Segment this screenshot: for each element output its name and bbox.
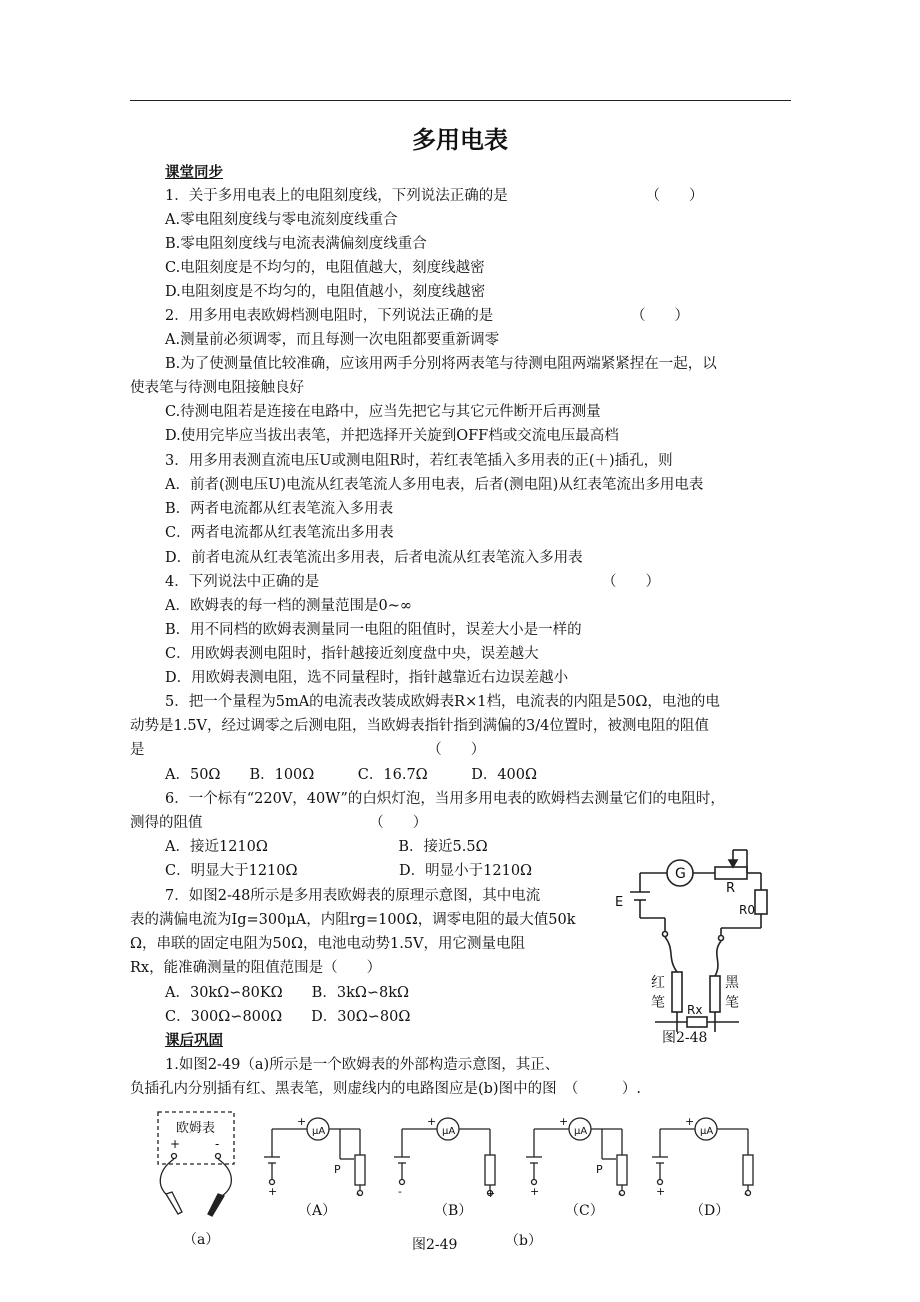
resistor-rx-label: Rx [687, 1003, 703, 1017]
black-pen-label-1: 黑 [725, 975, 739, 991]
question-4: 4．下列说法中正确的是 （ ） [165, 574, 660, 590]
homework-question-1: 1.如图2-49（a)所示是一个欧姆表的外部构造示意图，其正、 [165, 1057, 560, 1073]
option-text: C.电阻刻度是不均匀的，电阻值越大，刻度线越密 [165, 260, 485, 276]
plus-sign: + [685, 1115, 695, 1128]
option-text-continued: 使表笔与待测电阻接触良好 [130, 380, 304, 396]
option-text: A．欧姆表的每一档的测量范围是0~∞ [165, 598, 412, 614]
option-text: A．前者(测电压U)电流从红表笔流人多用电表，后者(测电阻)从红表笔流出多用电表 [165, 477, 704, 493]
question-text-continued: Rx，能准确测量的阻值范围是（ ） [130, 960, 382, 976]
option-a-label: （A） [298, 1203, 337, 1219]
terminal-sign: + [486, 1187, 496, 1198]
option-text: B.为了使测量值比较准确，应该用两手分别将两表笔与待测电阻两端紧紧捏在一起，以 [165, 356, 717, 372]
option-text: A．接近1210Ω B．接近5.5Ω [165, 839, 488, 855]
terminal-sign: + [656, 1185, 666, 1198]
option-text: B．用不同档的欧姆表测量同一电阻的阻值时，误差大小是一样的 [165, 622, 582, 638]
option-text: B.零电阻刻度线与电流表满偏刻度线重合 [165, 236, 427, 252]
terminal-sign: - [744, 1187, 748, 1198]
battery-e-label: E [615, 895, 624, 910]
option-text: C．明显大于1210Ω D．明显小于1210Ω [165, 863, 533, 879]
terminal-sign: + [268, 1185, 278, 1198]
figure-2-49-b [262, 1113, 792, 1198]
red-pen-label-2: 笔 [651, 995, 665, 1011]
option-text: C．300Ω∽800Ω D．30Ω∽80Ω [165, 1009, 411, 1025]
terminal-sign: - [356, 1187, 360, 1198]
option-text: D.电阻刻度是不均匀的，电阻值越小，刻度线越密 [165, 284, 486, 300]
option-text: A．50Ω B．100Ω C．16.7Ω D．400Ω [165, 767, 538, 783]
option-text: D.使用完毕应当拔出表笔，并把选择开关旋到OFF档或交流电压最高档 [165, 428, 619, 444]
option-text: A.测量前必须调零，而且每测一次电阻都要重新调零 [165, 332, 500, 348]
option-text: C.待测电阻若是连接在电路中，应当先把它与其它元件断开后再测量 [165, 404, 601, 420]
microammeter-label: μA [442, 1126, 456, 1137]
question-5: 5．把一个量程为5mA的电流表改装成欧姆表R×1档，电流表的内阻是50Ω，电池的电 [165, 694, 720, 710]
question-2: 2．用多用电表欧姆档测电阻时，下列说法正确的是 （ ） [165, 308, 689, 324]
ohmmeter-label: 欧姆表 [176, 1121, 216, 1136]
svg-text:-: - [215, 1137, 220, 1151]
question-text-continued: 测得的阻值 （ ） [130, 815, 428, 831]
ohmmeter-outline-drawing [150, 1108, 250, 1223]
figure-2-48 [605, 840, 780, 1050]
figure-caption: 图2-48 [662, 1030, 708, 1046]
header-rule [130, 100, 791, 101]
galvanometer-label: G [675, 866, 686, 882]
plus-sign: + [559, 1115, 569, 1128]
svg-text:+: + [170, 1137, 181, 1151]
section-heading: 课后巩固 [165, 1033, 223, 1049]
terminal-sign: - [618, 1187, 622, 1198]
plus-sign: + [427, 1115, 437, 1128]
option-text: D．前者电流从红表笔流出多用表，后者电流从红表笔流入多用表 [165, 550, 583, 566]
question-text-continued: 动势是1.5V，经过调零之后测电阻，当欧姆表指针指到满偏的3/4位置时，被测电阻的阻值 [130, 718, 709, 734]
slider-p-label: P [596, 1163, 603, 1176]
slider-p-label: P [334, 1163, 341, 1176]
page-title: 多用电表 [412, 126, 508, 154]
question-3: 3．用多用表测直流电压U或测电阻R时，若红表笔插入多用表的正(＋)插孔，则 [165, 453, 673, 469]
black-pen-label-2: 笔 [725, 995, 739, 1011]
resistor-r-label: R [726, 881, 736, 896]
plus-sign: + [297, 1115, 307, 1128]
option-text: A.零电阻刻度线与零电流刻度线重合 [165, 212, 398, 228]
question-text-continued: 是 （ ） [130, 742, 486, 758]
terminal-sign: - [398, 1185, 402, 1198]
microammeter-label: μA [700, 1126, 714, 1137]
figure-2-49-a [150, 1108, 250, 1223]
figure-caption: 图2-49 [412, 1237, 458, 1253]
option-text: B．两者电流都从红表笔流入多用表 [165, 501, 394, 517]
section-heading: 课堂同步 [165, 165, 223, 181]
figure-a-label: （a） [183, 1232, 220, 1248]
option-text: C．两者电流都从红表笔流出多用表 [165, 525, 394, 541]
microammeter-label: μA [574, 1126, 588, 1137]
question-7: 7．如图2-48所示是多用表欧姆表的原理示意图，其中电流 [165, 888, 541, 904]
figure-b-label: （b） [505, 1233, 542, 1249]
question-1: 1．关于多用电表上的电阻刻度线，下列说法正确的是 （ ） [165, 188, 704, 204]
question-text-continued: Ω，串联的固定电阻为50Ω，电池电动势1.5V，用它测量电阻 [130, 936, 526, 952]
question-6: 6．一个标有“220V，40W”的白炽灯泡，当用多用电表的欧姆档去测量它们的电阻时， [165, 791, 725, 807]
red-pen-label-1: 红 [651, 975, 665, 991]
ohmmeter-circuit-diagram [605, 840, 780, 1050]
resistor-r0-label: R0 [739, 903, 755, 917]
question-text-continued: 负插孔内分别插有红、黑表笔，则虚线内的电路图应是(b)图中的图 （ ）. [130, 1081, 641, 1097]
option-text: D．用欧姆表测电阻，选不同量程时，指针越靠近右边误差越小 [165, 670, 569, 686]
option-d-label: （D） [690, 1203, 730, 1219]
question-text-continued: 表的满偏电流为Ig=300μA，内阻rg=100Ω，调零电阻的最大值50k [130, 912, 576, 928]
option-c-label: （C） [565, 1203, 604, 1219]
option-circuits [262, 1113, 792, 1198]
option-b-label: （B） [434, 1203, 473, 1219]
option-text: A．30kΩ∽80KΩ B．3kΩ∽8kΩ [165, 985, 410, 1001]
microammeter-label: μA [312, 1126, 326, 1137]
terminal-sign: + [530, 1185, 540, 1198]
option-text: C．用欧姆表测电阻时，指针越接近刻度盘中央，误差越大 [165, 646, 539, 662]
